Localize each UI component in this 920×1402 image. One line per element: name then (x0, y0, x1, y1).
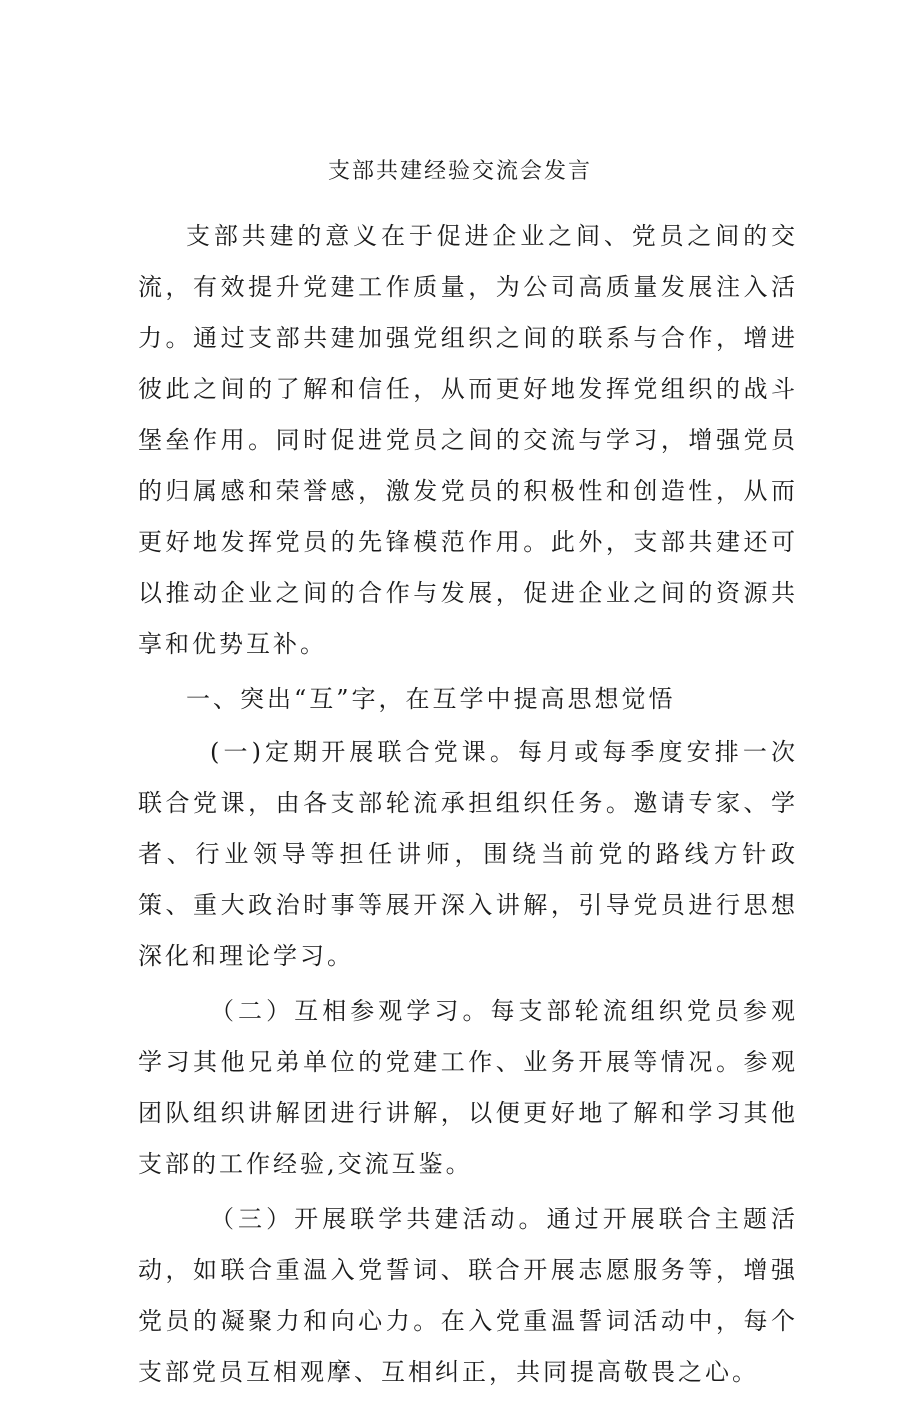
section-heading-1: 一、突出“互”字，在互学中提高思想觉悟 (186, 685, 676, 713)
subsection-paragraph-2: （二）互相参观学习。每支部轮流组织党员参观学习其他兄弟单位的党建工作、业务开展等情况。参观团队组织讲解团进行讲解，以便更好地了解和学习其他支部的工作经验,交流互鉴。 (138, 997, 798, 1178)
subsection-paragraph-1: (一)定期开展联合党课。每月或每季度安排一次联合党课，由各支部轮流承担组织任务。邀请专家、学者、行业领导等担任讲师，围绕当前党的路线方针政策、重大政治时事等展开深入讲解，引导党员进行思想深化和理论学习。 (138, 738, 798, 970)
subsection-paragraph-3: （三）开展联学共建活动。通过开展联合主题活动，如联合重温入党誓词、联合开展志愿服务等，增强党员的凝聚力和向心力。在入党重温誓词活动中，每个支部党员互相观摩、互相纠正，共同提高敬畏之心。 (138, 1205, 798, 1386)
intro-paragraph: 支部共建的意义在于促进企业之间、党员之间的交流，有效提升党建工作质量，为公司高质量发展注入活力。通过支部共建加强党组织之间的联系与合作，增进彼此之间的了解和信任，从而更好地发挥党组织的战斗堡垒作用。同时促进党员之间的交流与学习，增强党员的归属感和荣誉感，激发党员的积极性和创造性，从而更好地发挥党员的先锋模范作用。此外，支部共建还可以推动企业之间的合作与发展，促进企业之间的资源共享和优势互补。 (138, 222, 798, 658)
document-body (138, 211, 798, 1402)
document-title: 支部共建经验交流会发言 (327, 159, 592, 184)
